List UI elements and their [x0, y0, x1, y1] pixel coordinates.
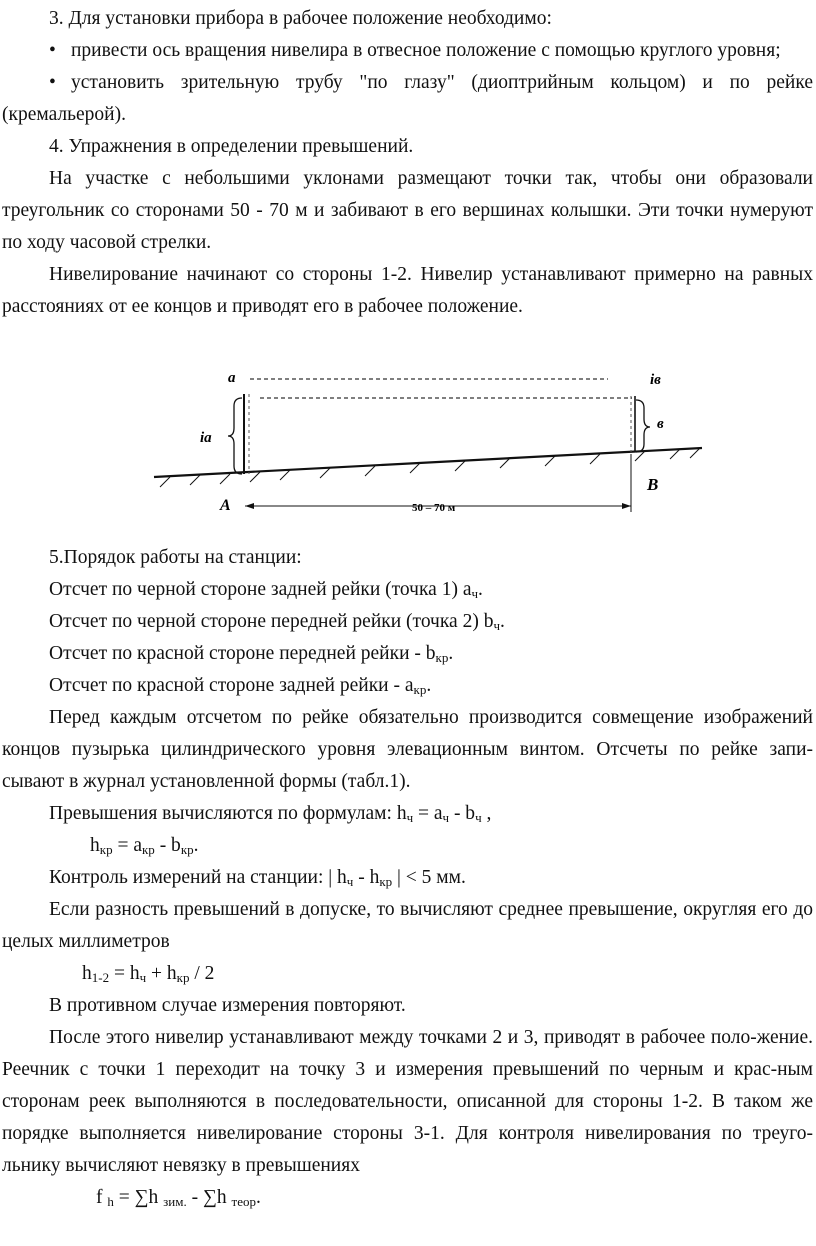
- reading-3: Отсчет по красной стороне передней рейки - $b_{кр}$.: [49, 643, 454, 665]
- formula-intro-line: Превышения вычисляются по формулам: $h_ч = a_ч - b_ч$ ,: [49, 803, 492, 825]
- leveling-diagram: [150, 362, 710, 530]
- section-3: [2, 3, 813, 323]
- label-point-b: B: [647, 475, 659, 494]
- section-5-paragraph-3: В противном случае измерения повторяют.: [49, 995, 406, 1016]
- formula-hkr: $h_{кр} = a_{кр} - b_{кр}$.: [90, 835, 199, 857]
- brace-right: [636, 400, 650, 452]
- section-5-paragraph-1: Перед каждым отсчетом по рейке обязательно производится совмещение изображений концов пузырька цилиндрического уровня элевационным винтом. Отсчеты по рейке запи-сывают в журнал установленной формы (табл.1).: [2, 707, 813, 792]
- reading-2: Отсчет по черной стороне передней рейки (точка 2) $b_ч$.: [49, 611, 505, 633]
- label-ia: iа: [200, 430, 212, 446]
- bullet-item-2: • установить зрительную трубу "по глазу" (диоптрийным кольцом) и по рейке (кремальерой).: [2, 67, 813, 131]
- label-point-a: A: [220, 497, 231, 514]
- section-5-title: 5.Порядок работы на станции:: [49, 547, 302, 568]
- formula-mean: $h_{1-2} = h_ч + h_{кр} / 2$: [82, 963, 215, 985]
- section-5-paragraph-4: После этого нивелир устанавливают между точками 2 и 3, приводят в рабочее поло-жение. Реечник с точки 1 переходит на точку 3 и измерения превышений по черным и крас-ным сторонам реек выполняются в последовательности, описанной для стороны 1-2. В таком же порядке выполняется нивелирование стороны 3-1. Для контроля нивелирования по треуго-льнику вычисляют невязку в превышениях: [2, 1027, 813, 1176]
- label-ib: iв: [650, 372, 661, 388]
- ground-hatching: [160, 448, 700, 487]
- reading-1: Отсчет по черной стороне задней рейки (точка 1) $a_ч$.: [49, 579, 483, 601]
- bullet-dot-icon: •: [49, 72, 56, 93]
- section-5: [2, 542, 813, 1214]
- label-v: в: [657, 416, 664, 432]
- bullet-item-1: • привести ось вращения нивелира в отвесное положение с помощью круглого уровня;: [2, 35, 813, 67]
- bullet-dot-icon: •: [49, 40, 56, 61]
- brace-left: [228, 398, 242, 474]
- section-3-title: 3. Для установки прибора в рабочее положение необходимо:: [49, 8, 552, 29]
- section-5-paragraph-2: Если разность превышений в допуске, то вычисляют среднее превышение, округляя его до целых миллиметров: [2, 899, 813, 952]
- section-4-paragraph-1: На участке с небольшими уклонами размещают точки так, чтобы они образовали треугольник со сторонами 50 - 70 м и забивают в его вершинах колышки. Эти точки нумеруют по ходу часовой стрелки.: [2, 168, 813, 253]
- formula-misclosure: f $_h$ = ∑h $_{зим.}$ - ∑h $_{теор}$.: [96, 1187, 261, 1209]
- section-4-paragraph-2: Нивелирование начинают со стороны 1-2. Нивелир устанавливают примерно на равных расстояниях от ее концов и приводят его в рабочее положение.: [2, 264, 813, 317]
- label-distance: 50 – 70 м: [412, 502, 456, 514]
- label-a: a: [228, 370, 236, 386]
- reading-4: Отсчет по красной стороне задней рейки - $a_{кр}$.: [49, 675, 432, 697]
- section-4-title: 4. Упражнения в определении превышений.: [49, 136, 414, 157]
- control-line: Контроль измерений на станции: | $h_ч - h_{кр}$ | < 5 мм.: [49, 867, 466, 889]
